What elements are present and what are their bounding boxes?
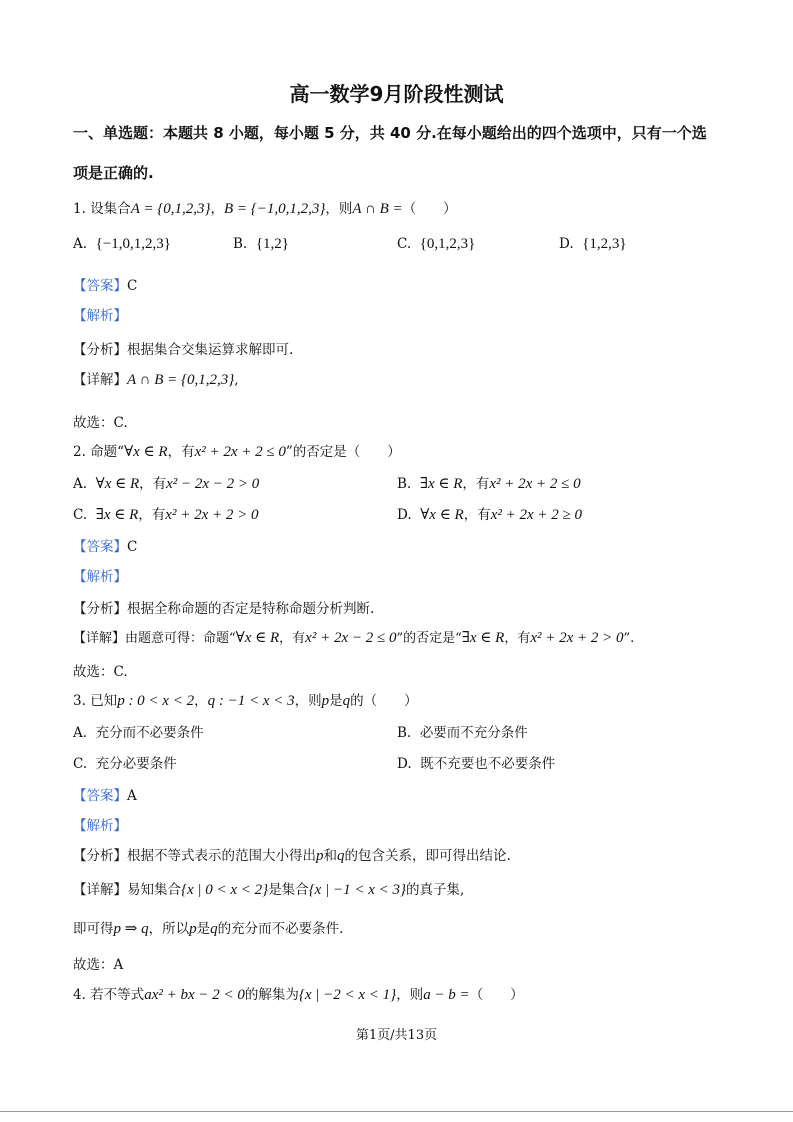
q3-option-d: D. 既不充要也不必要条件 bbox=[397, 756, 556, 772]
intersection-expr: A ∩ B = bbox=[352, 201, 403, 217]
q3-analysis-tag: 【解析】 bbox=[73, 818, 127, 834]
section-heading-line1: 一、单选题：本题共 8 小题，每小题 5 分，共 40 分.在每小题给出的四个选项中，只有一个选 bbox=[73, 124, 707, 142]
page-title: 高一数学9月阶段性测试 bbox=[289, 82, 504, 106]
q2-analysis-tag: 【解析】 bbox=[73, 569, 127, 585]
answer-tag: 【答案】 bbox=[73, 278, 127, 294]
q3-detail: 【详解】易知集合{x | 0 < x < 2}是集合{x | −1 < x < 3}的真子集, bbox=[73, 882, 465, 898]
q2-option-b: B. ∃x ∈ R，有x² + 2x + 2 ≤ 0 bbox=[397, 476, 581, 492]
q1-option-a: A. {−1,0,1,2,3} bbox=[73, 236, 171, 252]
q2-option-d: D. ∀x ∈ R，有x² + 2x + 2 ≥ 0 bbox=[397, 507, 583, 523]
q2-fenxi: 【分析】根据全称命题的否定是特称命题分析判断. bbox=[73, 601, 375, 617]
question-number: 3. bbox=[73, 693, 86, 709]
set-b: B = {−1,0,1,2,3} bbox=[223, 201, 326, 217]
page-bottom-divider bbox=[0, 1111, 793, 1112]
q3-derivation: 即可得p ⇒ q，所以p是q的充分而不必要条件. bbox=[73, 921, 344, 937]
q1-answer: 【答案】C bbox=[73, 278, 138, 294]
set-a: A = {0,1,2,3} bbox=[130, 201, 211, 217]
question-2: 2. 命题“∀x ∈ R，有x² + 2x + 2 ≤ 0”的否定是（ ） bbox=[73, 444, 401, 460]
q3-option-a: A. 充分而不必要条件 bbox=[73, 725, 204, 741]
q3-option-c: C. 充分必要条件 bbox=[73, 756, 177, 772]
q1-fenxi: 【分析】根据集合交集运算求解即可. bbox=[73, 342, 294, 358]
question-number: 4. bbox=[73, 987, 86, 1003]
q3-fenxi: 【分析】根据不等式表示的范围大小得出p和q的包含关系，即可得出结论. bbox=[73, 848, 511, 864]
q2-answer: 【答案】C bbox=[73, 539, 138, 555]
q2-option-c: C. ∃x ∈ R，有x² + 2x + 2 > 0 bbox=[73, 507, 259, 523]
q1-option-d: D. {1,2,3} bbox=[559, 236, 627, 252]
q3-answer: 【答案】A bbox=[73, 788, 137, 804]
q2-option-a: A. ∀x ∈ R，有x² − 2x − 2 > 0 bbox=[73, 476, 260, 492]
page-footer: 第1页/共13页 bbox=[355, 1028, 438, 1043]
q3-conclusion: 故选：A bbox=[73, 957, 124, 973]
q1-detail: 【详解】A ∩ B = {0,1,2,3}, bbox=[73, 372, 239, 388]
question-1: 1. 设集合A = {0,1,2,3}，B = {−1,0,1,2,3}，则A ∩ B =（ ） bbox=[73, 201, 457, 217]
q1-option-b: B. {1,2} bbox=[233, 236, 289, 252]
q2-detail: 【详解】由题意可得：命题“∀x ∈ R，有x² + 2x − 2 ≤ 0”的否定是“∃x ∈ R，有x² + 2x + 2 > 0”. bbox=[73, 630, 635, 646]
question-number: 2. bbox=[73, 444, 86, 460]
q1-analysis-tag: 【解析】 bbox=[73, 308, 127, 324]
question-3: 3. 已知p : 0 < x < 2，q : −1 < x < 3，则p是q的（ ） bbox=[73, 693, 418, 709]
q1-option-c: C. {0,1,2,3} bbox=[397, 236, 476, 252]
q2-conclusion: 故选：C. bbox=[73, 664, 128, 680]
q3-option-b: B. 必要而不充分条件 bbox=[397, 725, 528, 741]
q1-conclusion: 故选：C. bbox=[73, 415, 128, 431]
question-4: 4. 若不等式ax² + bx − 2 < 0的解集为{x | −2 < x < 1}，则a − b =（ ） bbox=[73, 987, 524, 1003]
section-heading-line2: 项是正确的. bbox=[73, 164, 154, 182]
question-number: 1. bbox=[73, 201, 86, 217]
